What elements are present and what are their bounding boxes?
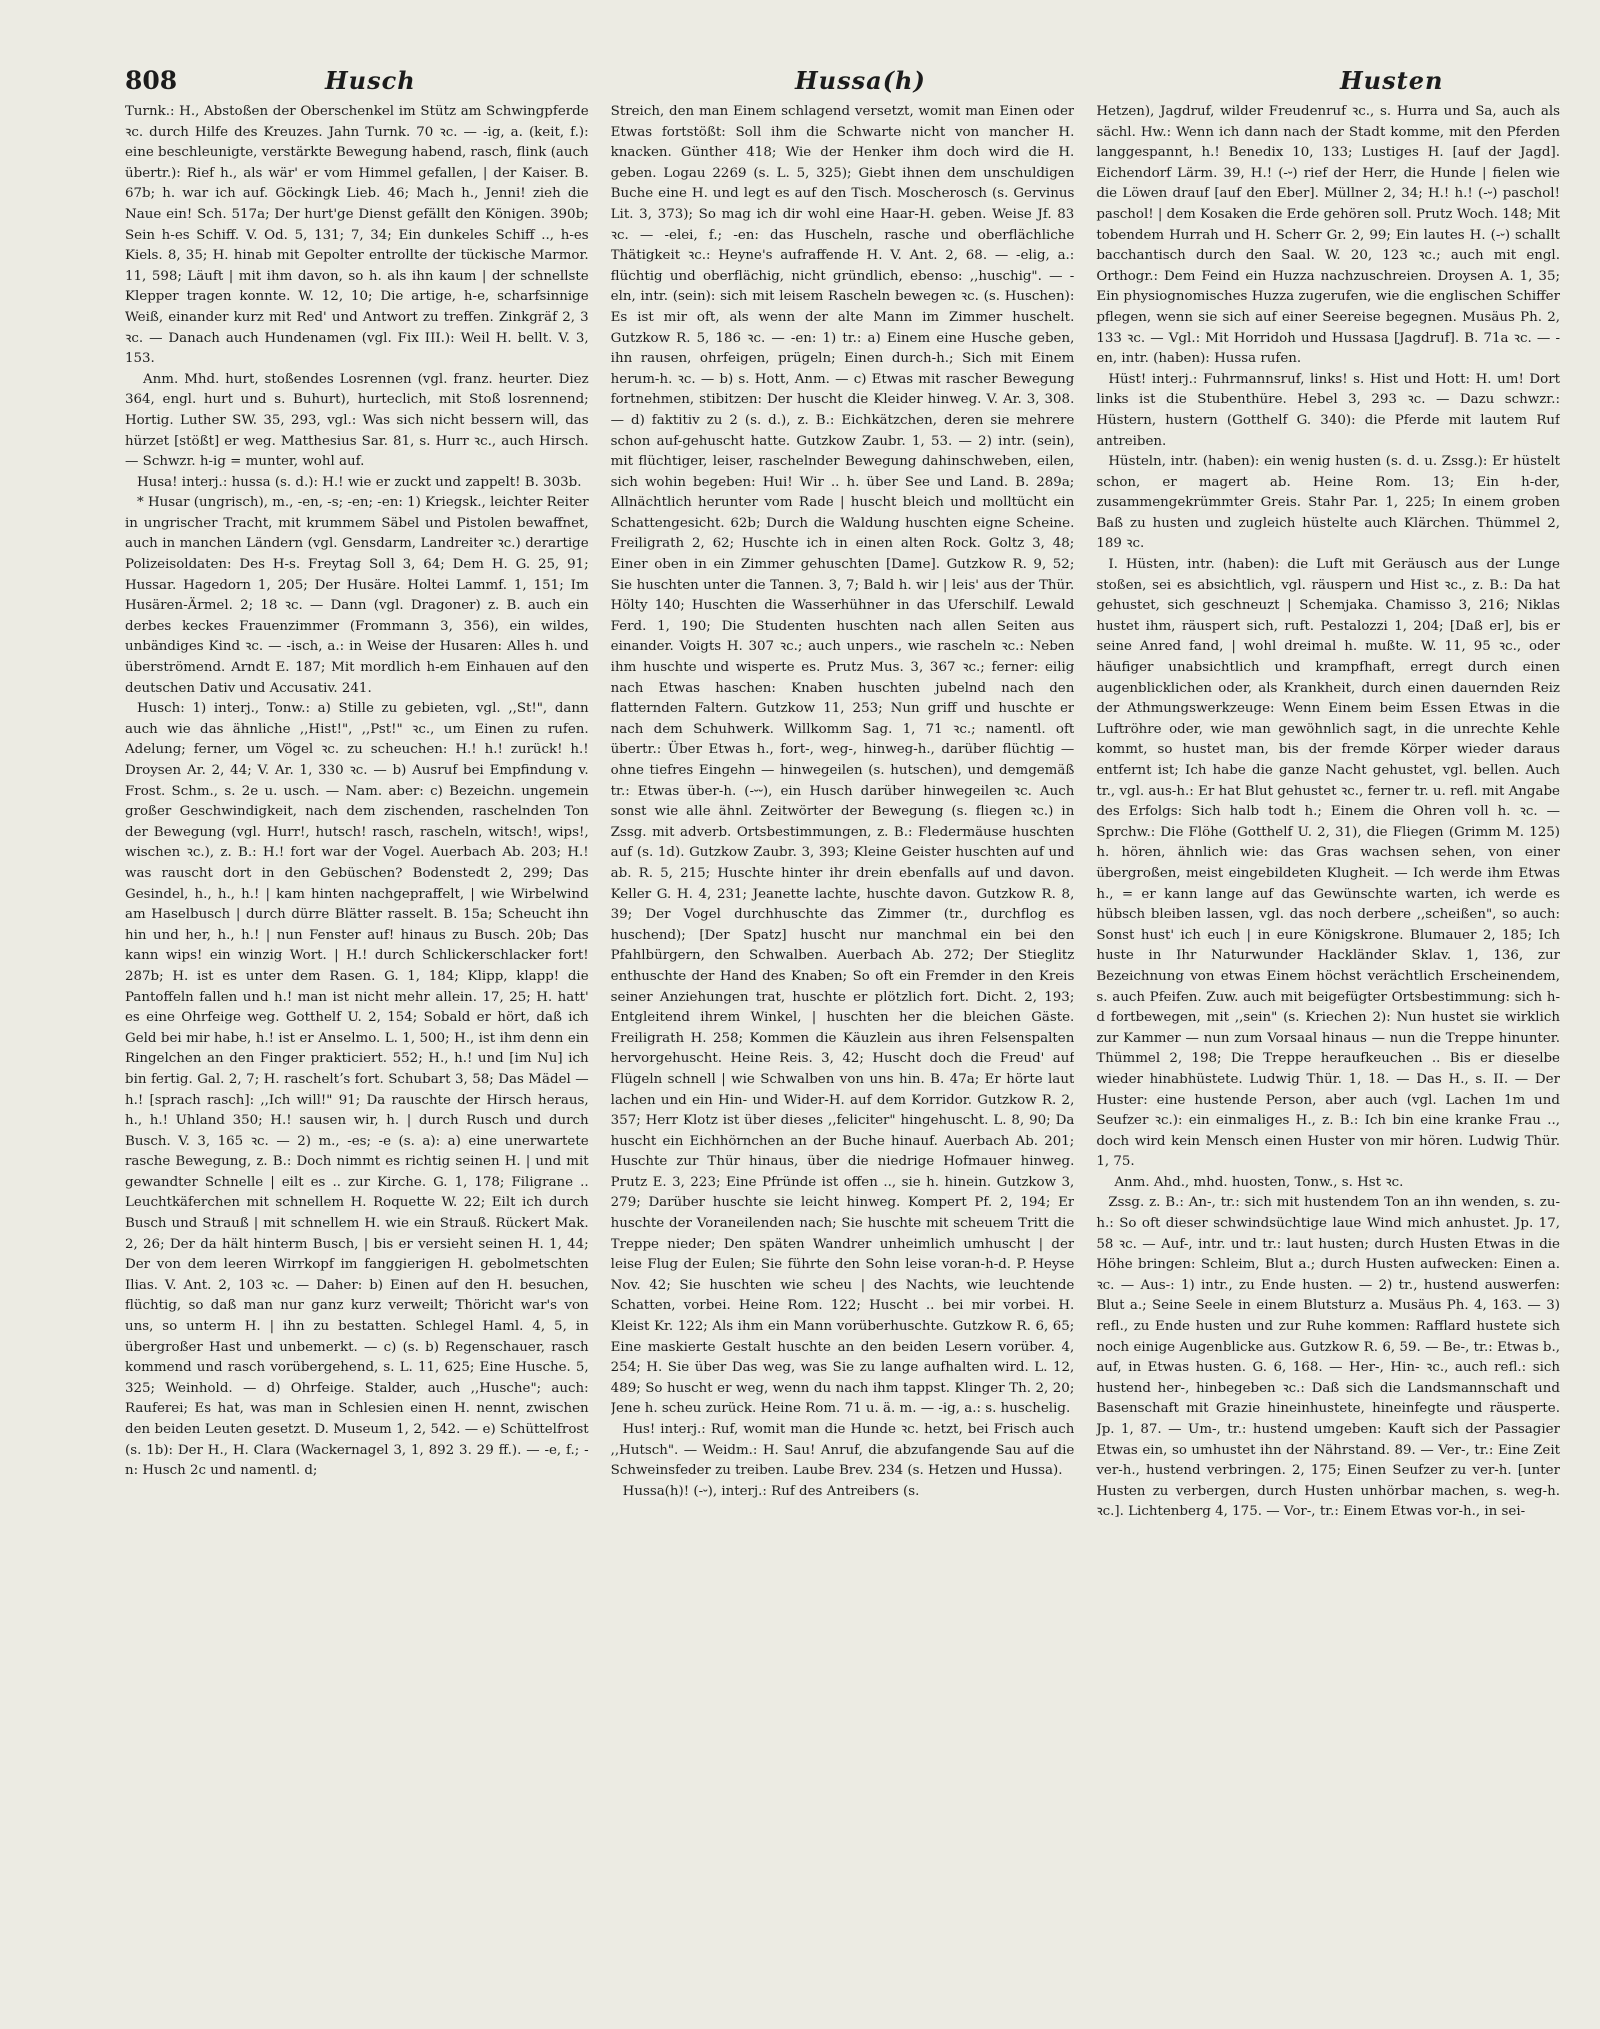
dictionary-entry: Hüsteln, intr. (haben): ein wenig husten (s. d. u. Zssg.): Er hüstelt schon, er magert ab. Heine Rom. 13; Ein h-der, zusammengekrümmter Greis. Stahr Par. 1, 225; In einem groben Baß zu husten und zugleich hüstelte auch Klärchen. Thümmel 2, 189 ꝛc. [1096, 454, 1560, 552]
running-head-left: Husch [325, 66, 416, 95]
annotation-paragraph: Anm. Mhd. hurt, stoßendes Losrennen (vgl. franz. heurter. Diez 364, engl. hurt und s. Buhurt), hurteclich, mit Stoß losrennend; Hortig. Luther SW. 35, 293, vgl.: Was sich nicht bessern will, das hürzet [stößt] er weg. Matthesius Sar. 81, s. Hurr ꝛc., auch Hirsch. — Schwzr. h-ig = munter, wohl auf. [125, 371, 589, 470]
text-columns [125, 102, 1560, 1997]
dictionary-entry: Husch: 1) interj., Tonw.: a) Stille zu gebieten, vgl. ,,St!", dann auch wie das ähnliche ,,Hist!", ,,Pst!" ꝛc., um Einen zu rufen. Adelung; ferner, um Vögel ꝛc. zu scheuchen: H.! h.! zurück! h.! Droysen Ar. 2, 44; V. Ar. 1, 330 ꝛc. — b) Ausruf bei Empfindung v. Frost. Schm., s. 2e u. usch. — Nam. aber: c) Bezeichn. ungemein großer Geschwindigkeit, nach dem zischenden, raschelnden Ton der Bewegung (vgl. Hurr!, hutsch! rasch, rascheln, witsch!, wips!, wischen ꝛc.), z. B.: H.! fort war der Vogel. Auerbach Ab. 203; H.! was rauscht dort in den Gebüschen? Bodenstedt 2, 299; Das Gesindel, h., h., h.! | kam hinten nachgepraffelt, | wie Wirbelwind am Haselbusch | durch dürre Blätter rasselt. B. 15a; Scheucht ihn hin und her, h., h.! | nun Fenster auf! hinaus zu Busch. 20b; Das kann wips! ein winzig Wort. | H.! durch Schlickerschlacker fort! 287b; H. ist es unter dem Rasen. G. 1, 184; Klipp, klapp! die Pantoffeln fallen und h.! man ist nicht mehr allein. 17, 25; H. hatt' es eine Ohrfeige weg. Gotthelf U. 2, 154; Sobald er hört, daß ich Geld bei mir habe, h.! ist er Anselmo. L. 1, 500; H., ist ihm denn ein Ringelchen an den Finger prakticiert. 552; H., h.! und [im Nu] ich bin fertig. Gal. 2, 7; H. rascheltʼs fort. Schubart 3, 58; Das Mädel — h.! [sprach rasch]: ,,Ich will!" 91; Da rauschte der Hirsch heraus, h., h.! Uhland 350; H.! sausen wir, h. | durch Rusch und durch Busch. V. 3, 165 ꝛc. — 2) m., -es; -e (s. a): a) eine unerwartete rasche Bewegung, z. B.: Doch nimmt es richtig seinen H. | und mit gewandter Schnelle | eilt es .. zur Kirche. G. 1, 178; Filigrane .. Leuchtkäferchen mit schnellem H. Roquette W. 22; Eilt ich durch Busch und Strauß | mit schnellem H. wie ein Strauß. Rückert Mak. 2, 26; Der da hält hinterm Busch, | bis er versieht seinen H. 1, 44; Der von dem leeren Wirrkopf im fanggierigen H. gebolmetschten Ilias. V. Ant. 2, 103 ꝛc. — Daher: b) Einen auf den H. besuchen, flüchtig, so daß man nur ganz kurz verweilt; Thöricht war's von uns, so unterm H. | ihn zu bestatten. Schlegel Haml. 4, 5, in übergroßer Hast und unbemerkt. — c) (s. b) Regenschauer, rasch kommend und rasch vorübergehend, s. L. 11, 625; Eine Husche. 5, 325; Weinhold. — d) Ohrfeige. Stalder, auch ,,Husche"; auch: Rauferei; Es hat, was man in Schlesien einen H. nennt, zwischen den beiden Leuten gesetzt. D. Museum 1, 2, 542. — e) Schüttelfrost (s. 1b): Der H., H. Clara (Wackernagel 3, 1, 892 3. 29 ff.). — -e, f.; -n: Husch 2c und namentl. d; [125, 701, 589, 1479]
page-number: 808 [125, 66, 178, 95]
page-header [125, 58, 1560, 102]
column-2 [611, 102, 1075, 1997]
running-head-center: Hussa(h) [795, 66, 926, 95]
dictionary-entry: I. Hüsten, intr. (haben): die Luft mit Geräusch aus der Lunge stoßen, sei es absichtlich, vgl. räuspern und Hist ꝛc., z. B.: Da hat gehustet, sich geschneuzt | Schemjaka. Chamisso 3, 216; Niklas hustet ihm, räuspert sich, ruft. Pestalozzi 1, 204; [Daß er], bis er seine Anred fand, | wohl dreimal h. mußte. W. 11, 95 ꝛc., oder häufiger unabsichtlich und krampfhaft, erregt durch einen augenblicklichen oder, als Krankheit, durch einen dauernden Reiz der Athmungswerkzeuge: Wenn Einem beim Essen Etwas in die Luftröhre oder, wie man gewöhnlich sagt, in die unrechte Kehle kommt, so hustet man, bis der fremde Körper wieder daraus entfernt ist; Ich habe die ganze Nacht gehustet, vgl. bellen. Auch tr., vgl. aus-h.: Er hat Blut gehustet ꝛc., ferner tr. u. refl. mit Angabe des Erfolgs: Sich halb todt h.; Einem die Ohren voll h. ꝛc. — Sprchw.: Die Flöhe (Gotthelf U. 2, 31), die Fliegen (Grimm M. 125) h. hören, ähnlich wie: das Gras wachsen sehen, von einer übergroßen, meist eingebildeten Klugheit. — Ich werde ihm Etwas h., = er kann lange auf das Gewünschte warten, ich werde es hübsch bleiben lassen, vgl. das noch derbere ,,scheißen", so auch: Sonst hust' ich euch | in eure Königskrone. Blumauer 2, 185; Ich huste in Ihr Naturwunder Hackländer Sklav. 1, 136, zur Bezeichnung von etwas Einem höchst verächtlich Erscheinendem, s. auch Pfeifen. Zuw. auch mit beigefügter Ortsbestimmung: sich h-d fortbewegen, mit ,,sein" (s. Kriechen 2): Nun hustet sie wirklich zur Kammer — nun zum Vorsaal hinaus — nun die Treppe hinunter. Thümmel 2, 198; Die Treppe heraufkeuchen .. Bis er dieselbe wieder hinabhüstete. Ludwig Thür. 1, 18. — Das H., s. II. — Der Huster: eine hustende Person, aber auch (vgl. Lachen 1m und Seufzer ꝛc.): ein einmaliges H., z. B.: Ich bin eine kranke Frau .., doch wird kein Mensch einen Huster von mir hören. Ludwig Thür. 1, 75. [1096, 557, 1560, 1170]
dictionary-entry: Turnk.: H., Abstoßen der Oberschenkel im Stütz am Schwingpferde ꝛc. durch Hilfe des Kreuzes. Jahn Turnk. 70 ꝛc. — -ig, a. (keit, f.): eine beschleunigte, verstärkte Bewegung habend, rasch, flink (auch übertr.): Rief h., als wär' er vom Himmel gefallen, | der Kaiser. B. 67b; h. war ich auf. Göckingk Lieb. 46; Mach h., Jenni! zieh die Naue ein! Sch. 517a; Der hurt'ge Dienst gefällt den Königen. 390b; Sein h-es Schiff. V. Od. 5, 131; 7, 34; Ein dunkeles Schiff .., h-es Kiels. 8, 35; H. hinab mit Gepolter entrollte der tückische Marmor. 11, 598; Läuft | mit ihm davon, so h. als ihn kaum | der schnellste Klepper tragen konnte. W. 12, 10; Die artige, h-e, scharfsinnige Weiß, einander kurz mit Red' und Antwort zu treffen. Zinkgräf 2, 3 ꝛc. — Danach auch Hundenamen (vgl. Fix III.): Weil H. bellt. V. 3, 153. [125, 104, 589, 367]
annotation-paragraph: Anm. Ahd., mhd. huosten, Tonw., s. Hst ꝛc. [1114, 1174, 1404, 1190]
dictionary-entry: Hetzen), Jagdruf, wilder Freudenruf ꝛc., s. Hurra und Sa, auch als sächl. Hw.: Wenn ich dann nach der Stadt komme, mit den Pferden langgespannt, h.! Benedix 10, 133; Lustiges H. [auf der Jagd]. Eichendorf Lärm. 39, H.! (-⏑) rief der Herr, die Hunde | fielen wie die Löwen drauf [auf den Eber]. Müllner 2, 34; H.! h.! (-⏑) paschol! paschol! | dem Kosaken die Erde gehören soll. Prutz Woch. 148; Mit tobendem Hurrah und H. Scherr Gr. 2, 99; Ein lautes H. (-⏑) schallt bacchantisch durch den Saal. W. 20, 123 ꝛc.; auch mit engl. Orthogr.: Dem Feind ein Huzza nachzuschreien. Droysen A. 1, 35; Ein physiognomisches Huzza zugerufen, wie die englischen Schiffer pflegen, wenn sie sich auf einer Seereise begegnen. Musäus Ph. 2, 133 ꝛc. — Vgl.: Mit Horridoh und Hussasa [Jagdruf]. B. 71a ꝛc. — -en, intr. (haben): Hussa rufen. [1096, 104, 1560, 367]
dictionary-entry: Streich, den man Einem schlagend versetzt, womit man Einen oder Etwas fortstößt: Soll ihm die Schwarte nicht von mancher H. knacken. Günther 418; Wie der Henker ihm doch wird die H. geben. Logau 2269 (s. L. 5, 325); Giebt ihnen dem unschuldigen Buche eine H. und legt es auf den Tisch. Moscherosch (s. Gervinus Lit. 3, 373); So mag ich dir wohl eine Haar-H. geben. Weise Jf. 83 ꝛc. — -elei, f.; -en: das Huscheln, rasche und oberflächliche Thätigkeit ꝛc.: Heyne's aufraffende H. V. Ant. 2, 68. — -elig, a.: flüchtig und oberflächig, nicht gründlich, ebenso: ,,huschig". — -eln, intr. (sein): sich mit leisem Rascheln bewegen ꝛc. (s. Huschen): Es ist mir oft, als wenn der alte Mann im Zimmer huschelt. Gutzkow R. 5, 186 ꝛc. — -en: 1) tr.: a) Einem eine Husche geben, ihn rausen, ohrfeigen, prügeln; Einen durch-h.; Sich mit Einem herum-h. ꝛc. — b) s. Hott, Anm. — c) Etwas mit rascher Bewegung fortnehmen, stibitzen: Der huscht die Kleider hinweg. V. Ar. 3, 308. — d) faktitiv zu 2 (s. d.), z. B.: Eichkätzchen, deren sie mehrere schon auf-gehuscht hatte. Gutzkow Zaubr. 1, 53. — 2) intr. (sein), mit flüchtiger, leiser, raschelnder Bewegung dahinschweben, eilen, sich wohin begeben: Hui! Wir .. h. über See und Land. B. 289a; Allnächtlich herunter vom Rade | huscht bleich und molltücht ein Schattengesicht. 62b; Durch die Waldung huschten eigne Scheine. Freiligrath 2, 62; Huschte ich in einen alten Rock. Goltz 3, 48; Einer oben in ein Zimmer gehuschten [Dame]. Gutzkow R. 9, 52; Sie huschten unter die Tannen. 3, 7; Bald h. wir | leis' aus der Thür. Hölty 140; Huschten die Wasserhühner in das Uferschilf. Lewald Ferd. 1, 190; Die Studenten huschten nach allen Seiten aus einander. Voigts H. 307 ꝛc.; auch unpers., wie rascheln ꝛc.: Neben ihm huschte und wisperte es. Prutz Mus. 3, 367 ꝛc.; ferner: eilig nach Etwas haschen: Knaben huschten jubelnd nach den flatternden Faltern. Gutzkow 11, 253; Nun griff und huschte er nach dem Schuhwerk. Willkomm Sag. 1, 71 ꝛc.; namentl. oft übertr.: Über Etwas h., fort-, weg-, hinweg-h., darüber flüchtig — ohne tiefres Eingehn — hinwegeilen (s. hutschen), und demgemäß tr.: Etwas über-h. (-⏑⏑), ein Husch darüber hinwegeilen ꝛc. Auch sonst wie alle ähnl. Zeitwörter der Bewegung (s. fliegen ꝛc.) in Zssg. mit adverb. Ortsbestimmungen, z. B.: Fledermäuse huschten auf (s. 1d). Gutzkow Zaubr. 3, 393; Kleine Geister huschten auf und ab. R. 5, 215; Huschte hinter ihr drein ebenfalls auf und davon. Keller G. H. 4, 231; Jeanette lachte, huschte davon. Gutzkow R. 8, 39; Der Vogel durchhuschte das Zimmer (tr., durchflog es huschend); [Der Spatz] huscht nur manchmal ein bei den Pfahlbürgern, den Schwalben. Auerbach Ab. 272; Der Stieglitz enthuschte der Hand des Knaben; So oft ein Fremder in den Kreis seiner Anziehungen trat, huschte er plötzlich fort. Dicht. 2, 193; Entgleitend ihrem Winkel, | huschten her die bleichen Gäste. Freiligrath H. 258; Kommen die Käuzlein aus ihren Felsenspalten hervorgehuscht. Heine Reis. 3, 42; Huscht doch die Freud' auf Flügeln schnell | wie Schwalben von uns hin. B. 47a; Er hörte laut lachen und ein Hin- und Wider-H. auf dem Korridor. Gutzkow R. 2, 357; Herr Klotz ist über dieses ,,feliciter" hingehuscht. L. 8, 90; Da huscht ein Eichhörnchen an der Buche hinauf. Auerbach Ab. 201; Huschte zur Thür hinaus, über die niedrige Hofmauer hinweg. Prutz E. 3, 223; Eine Pfründe ist offen .., sie h. hinein. Gutzkow 3, 279; Darüber huschte sie leicht hinweg. Kompert Pf. 2, 194; Er huschte der Voraneilenden nach; Sie huschte mit scheuem Tritt die Treppe nieder; Den späten Wandrer unheimlich umhuscht | der leise Flug der Eulen; Sie führte den Sohn leise voran-h-d. P. Heyse Nov. 42; Sie huschten wie scheu | des Nachts, wie leuchtende Schatten, vorbei. Heine Rom. 122; Huscht .. bei mir vorbei. H. Kleist Kr. 122; Als ihm ein Mann vorüberhuschte. Gutzkow R. 6, 65; Eine maskierte Gestalt huschte an den beiden Lesern vorüber. 4, 254; H. Sie über Das weg, was Sie zu lange aufhalten wird. L. 12, 489; So huscht er weg, wenn du nach ihm tappst. Klinger Th. 2, 20; Jene h. scheu zurück. Heine Rom. 71 u. ä. m. — -ig, a.: s. huschelig. [610, 104, 1075, 1417]
running-head-right: Husten [1340, 66, 1444, 95]
column-1 [125, 102, 589, 1997]
dictionary-entry: Hussa(h)! (-⏑), interj.: Ruf des Antreibers (s. [622, 1483, 920, 1499]
dictionary-entry: Hus! interj.: Ruf, womit man die Hunde ꝛc. hetzt, bei Frisch auch ,,Hutsch". — Weidm.: H. Sau! Anruf, die abzufangende Sau auf die Schweinsfeder zu treiben. Laube Brev. 234 (s. Hetzen und Hussa). [610, 1422, 1075, 1479]
dictionary-entry: Zssg. z. B.: An-, tr.: sich mit hustendem Ton an ihn wenden, s. zu-h.: So oft dieser schwindsüchtige laue Wind mich anhustet. Jp. 17, 58 ꝛc. — Auf-, intr. und tr.: laut husten; durch Husten Etwas in die Höhe bringen: Schleim, Blut a.; durch Husten aufwecken: Einen a. ꝛc. — Aus-: 1) intr., zu Ende husten. — 2) tr., hustend auswerfen: Blut a.; Seine Seele in einem Blutsturz a. Musäus Ph. 4, 163. — 3) refl., zu Ende husten und zur Ruhe kommen: Rafflard hustete sich noch einige Augenblicke aus. Gutzkow R. 6, 59. — Be-, tr.: Etwas b., auf, in Etwas husten. G. 6, 168. — Her-, Hin- ꝛc., auch refl.: sich hustend her-, hinbegeben ꝛc.: Daß sich die Landsmannschaft und Basenschaft mit Grazie hineinhustete, hineinfegte und räusperte. Jp. 1, 87. — Um-, tr.: hustend umgeben: Kauft sich der Passagier Etwas ein, so umhustet ihn der Nährstand. 89. — Ver-, tr.: Eine Zeit ver-h., hustend verbringen. 2, 175; Einen Seufzer zu ver-h. [unter Husten zu verbergen, durch Husten unhörbar machen, s. weg-h. ꝛc.]. Lichtenberg 4, 175. — Vor-, tr.: Einem Etwas vor-h., in sei- [1096, 1195, 1560, 1520]
column-3 [1096, 102, 1560, 1997]
dictionary-entry: * Husar (ungrisch), m., -en, -s; -en; -en: 1) Kriegsk., leichter Reiter in ungrischer Tracht, mit krummem Säbel und Pistolen bewaffnet, auch in manchen Ländern (vgl. Gensdarm, Landreiter ꝛc.) derartige Polizeisoldaten: Des H-s. Freytag Soll 3, 64; Dem H. G. 25, 91; Hussar. Hagedorn 1, 205; Der Husäre. Holtei Lammf. 1, 151; Im Husären-Ärmel. 2; 18 ꝛc. — Dann (vgl. Dragoner) z. B. auch ein derbes keckes Frauenzimmer (Frommann 3, 356), ein wildes, unbändiges Kind ꝛc. — -isch, a.: in Weise der Husaren: Alles h. und überströmend. Arndt E. 187; Mit mordlich h-em Einhauen auf den deutschen Dativ und Accusativ. 241. [125, 495, 589, 696]
dictionary-entry: Hüst! interj.: Fuhrmannsruf, links! s. Hist und Hott: H. um! Dort links ist die Stubenthüre. Hebel 3, 293 ꝛc. — Dazu schwzr.: Hüstern, hustern (Gotthelf G. 340): die Pferde mit lautem Ruf antreiben. [1096, 371, 1560, 449]
dictionary-entry: Husa! interj.: hussa (s. d.): H.! wie er zuckt und zappelt! B. 303b. [137, 474, 582, 490]
